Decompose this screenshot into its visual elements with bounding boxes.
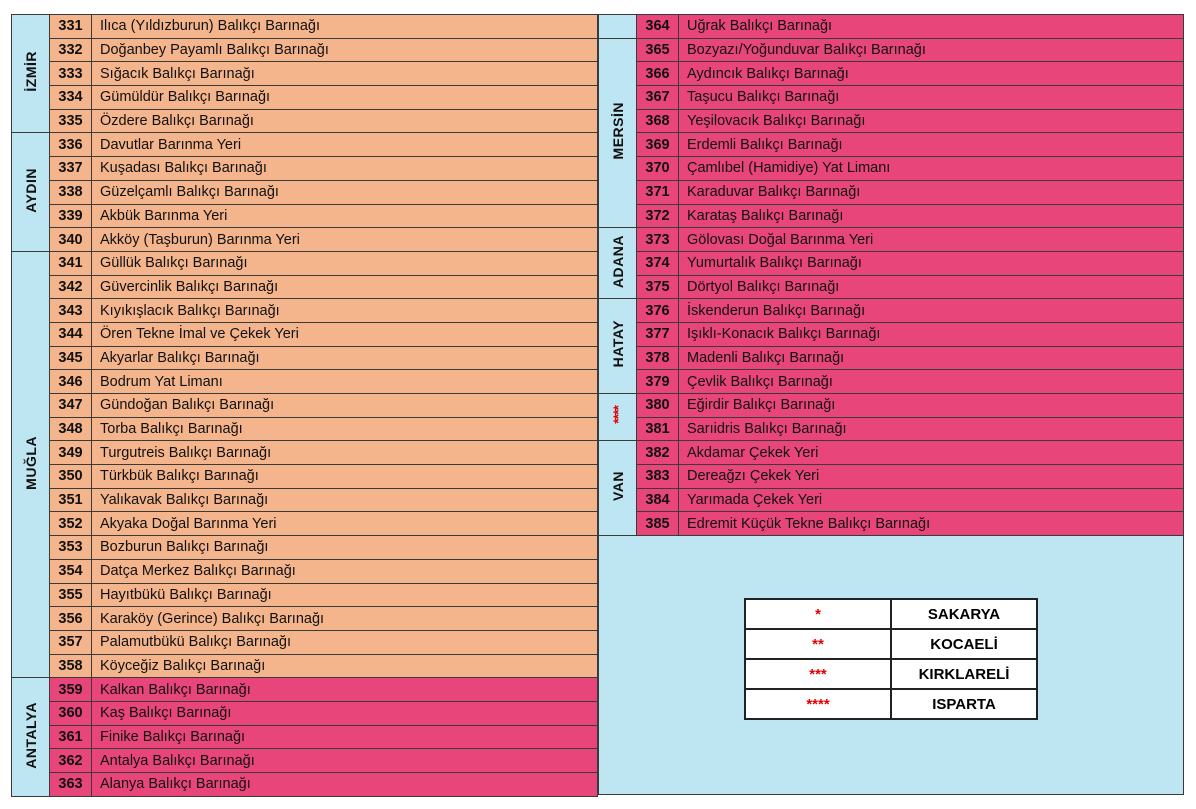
province-group-cell xyxy=(12,251,50,677)
row-number: 374 xyxy=(637,251,679,275)
table-row xyxy=(12,749,598,773)
province-group-cell xyxy=(599,441,637,536)
table-row xyxy=(12,394,598,418)
row-number: 345 xyxy=(50,346,92,370)
row-number: 385 xyxy=(637,512,679,536)
row-number: 344 xyxy=(50,322,92,346)
province-label: MUĞLA xyxy=(22,435,39,490)
harbor-name: Türkbük Balıkçı Barınağı xyxy=(92,465,598,489)
row-number: 364 xyxy=(637,15,679,39)
row-number: 341 xyxy=(50,251,92,275)
row-number: 350 xyxy=(50,465,92,489)
province-label: **** xyxy=(609,406,626,425)
row-number: 334 xyxy=(50,86,92,110)
row-number: 371 xyxy=(637,180,679,204)
row-number: 359 xyxy=(50,678,92,702)
table-row xyxy=(599,109,1184,133)
table-row xyxy=(599,180,1184,204)
row-number: 331 xyxy=(50,15,92,39)
row-number: 353 xyxy=(50,536,92,560)
legend-row xyxy=(745,689,1037,719)
table-row xyxy=(12,346,598,370)
table-row xyxy=(12,62,598,86)
harbor-name: Turgutreis Balıkçı Barınağı xyxy=(92,441,598,465)
harbor-name: Gümüldür Balıkçı Barınağı xyxy=(92,86,598,110)
harbor-name: Köyceğiz Balıkçı Barınağı xyxy=(92,654,598,678)
row-number: 369 xyxy=(637,133,679,157)
harbor-name: Güzelçamlı Balıkçı Barınağı xyxy=(92,180,598,204)
harbor-name: Yarımada Çekek Yeri xyxy=(679,488,1184,512)
row-number: 348 xyxy=(50,417,92,441)
row-number: 384 xyxy=(637,488,679,512)
legend-province: KOCAELİ xyxy=(891,629,1037,659)
harbor-name: Alanya Balıkçı Barınağı xyxy=(92,773,598,797)
table-row xyxy=(599,275,1184,299)
province-label: MERSİN xyxy=(609,102,626,160)
harbor-name: Eğirdir Balıkçı Barınağı xyxy=(679,394,1184,418)
province-label: AYDIN xyxy=(22,167,39,213)
table-row xyxy=(599,38,1184,62)
row-number: 363 xyxy=(50,773,92,797)
table-row xyxy=(12,180,598,204)
row-number: 340 xyxy=(50,228,92,252)
harbor-name: Finike Balıkçı Barınağı xyxy=(92,725,598,749)
table-row xyxy=(599,488,1184,512)
legend-province: ISPARTA xyxy=(891,689,1037,719)
legend-symbol: * xyxy=(745,599,891,629)
harbor-name: Akdamar Çekek Yeri xyxy=(679,441,1184,465)
row-number: 355 xyxy=(50,583,92,607)
table-row xyxy=(599,15,1184,39)
harbor-name: Bozyazı/Yoğunduvar Balıkçı Barınağı xyxy=(679,38,1184,62)
table-row xyxy=(12,15,598,39)
row-number: 339 xyxy=(50,204,92,228)
table-row xyxy=(12,228,598,252)
table-row xyxy=(12,630,598,654)
row-number: 380 xyxy=(637,394,679,418)
harbor-name: Gündoğan Balıkçı Barınağı xyxy=(92,394,598,418)
table-row xyxy=(599,251,1184,275)
harbor-name: Bodrum Yat Limanı xyxy=(92,370,598,394)
province-label: İZMİR xyxy=(22,51,39,93)
harbor-name: Güvercinlik Balıkçı Barınağı xyxy=(92,275,598,299)
table-row xyxy=(12,559,598,583)
row-number: 370 xyxy=(637,157,679,181)
row-number: 346 xyxy=(50,370,92,394)
row-number: 360 xyxy=(50,701,92,725)
table-row xyxy=(12,370,598,394)
harbor-name: Antalya Balıkçı Barınağı xyxy=(92,749,598,773)
legend-symbol: **** xyxy=(745,689,891,719)
harbor-name: Kalkan Balıkçı Barınağı xyxy=(92,678,598,702)
legend-province: SAKARYA xyxy=(891,599,1037,629)
harbor-name: Çamlıbel (Hamidiye) Yat Limanı xyxy=(679,157,1184,181)
harbor-name: Özdere Balıkçı Barınağı xyxy=(92,109,598,133)
harbor-name: Doğanbey Payamlı Balıkçı Barınağı xyxy=(92,38,598,62)
harbor-name: Akbük Barınma Yeri xyxy=(92,204,598,228)
province-label: ANTALYA xyxy=(22,701,39,769)
harbor-name: Ören Tekne İmal ve Çekek Yeri xyxy=(92,322,598,346)
harbor-name: Dereağzı Çekek Yeri xyxy=(679,465,1184,489)
table-row xyxy=(12,417,598,441)
row-number: 333 xyxy=(50,62,92,86)
harbor-name: Kaş Balıkçı Barınağı xyxy=(92,701,598,725)
harbor-name: Uğrak Balıkçı Barınağı xyxy=(679,15,1184,39)
harbor-name: Sarıidris Balıkçı Barınağı xyxy=(679,417,1184,441)
table-row xyxy=(12,109,598,133)
harbor-table-right xyxy=(598,14,1184,536)
legend-symbol: ** xyxy=(745,629,891,659)
row-number: 357 xyxy=(50,630,92,654)
row-number: 372 xyxy=(637,204,679,228)
row-number: 343 xyxy=(50,299,92,323)
harbor-name: Akyarlar Balıkçı Barınağı xyxy=(92,346,598,370)
row-number: 376 xyxy=(637,299,679,323)
row-number: 336 xyxy=(50,133,92,157)
table-row xyxy=(12,441,598,465)
row-number: 366 xyxy=(637,62,679,86)
table-row xyxy=(599,322,1184,346)
row-number: 381 xyxy=(637,417,679,441)
row-number: 354 xyxy=(50,559,92,583)
table-row xyxy=(12,322,598,346)
table-row xyxy=(12,512,598,536)
harbor-name: Kıyıkışlacık Balıkçı Barınağı xyxy=(92,299,598,323)
table-row xyxy=(12,299,598,323)
row-number: 378 xyxy=(637,346,679,370)
harbor-name: Bozburun Balıkçı Barınağı xyxy=(92,536,598,560)
harbor-name: Torba Balıkçı Barınağı xyxy=(92,417,598,441)
harbor-name: Yumurtalık Balıkçı Barınağı xyxy=(679,251,1184,275)
harbor-name: Davutlar Barınma Yeri xyxy=(92,133,598,157)
harbor-name: Dörtyol Balıkçı Barınağı xyxy=(679,275,1184,299)
table-row xyxy=(599,62,1184,86)
table-row xyxy=(12,488,598,512)
row-number: 379 xyxy=(637,370,679,394)
row-number: 332 xyxy=(50,38,92,62)
harbor-name: Erdemli Balıkçı Barınağı xyxy=(679,133,1184,157)
table-row xyxy=(599,204,1184,228)
table-row xyxy=(599,86,1184,110)
province-label: ADANA xyxy=(609,234,626,288)
province-label: VAN xyxy=(609,471,626,502)
table-row xyxy=(599,346,1184,370)
row-number: 383 xyxy=(637,465,679,489)
harbor-name: Akyaka Doğal Barınma Yeri xyxy=(92,512,598,536)
harbor-table-left xyxy=(11,14,598,797)
row-number: 361 xyxy=(50,725,92,749)
province-label: HATAY xyxy=(609,320,626,368)
row-number: 377 xyxy=(637,322,679,346)
row-number: 365 xyxy=(637,38,679,62)
province-group-cell xyxy=(12,15,50,133)
table-row xyxy=(12,583,598,607)
row-number: 342 xyxy=(50,275,92,299)
harbor-name: Karaköy (Gerince) Balıkçı Barınağı xyxy=(92,607,598,631)
harbor-name: Akköy (Taşburun) Barınma Yeri xyxy=(92,228,598,252)
legend-province: KIRKLARELİ xyxy=(891,659,1037,689)
row-number: 347 xyxy=(50,394,92,418)
table-row xyxy=(12,725,598,749)
table-row xyxy=(599,370,1184,394)
table-row xyxy=(599,441,1184,465)
province-group-cell xyxy=(599,38,637,228)
harbor-name: Karataş Balıkçı Barınağı xyxy=(679,204,1184,228)
harbor-name: Güllük Balıkçı Barınağı xyxy=(92,251,598,275)
table-row xyxy=(12,465,598,489)
harbor-name: Kuşadası Balıkçı Barınağı xyxy=(92,157,598,181)
table-row xyxy=(599,465,1184,489)
row-number: 358 xyxy=(50,654,92,678)
province-group-cell xyxy=(599,299,637,394)
province-group-cell xyxy=(12,133,50,251)
harbor-name: Karaduvar Balıkçı Barınağı xyxy=(679,180,1184,204)
table-row xyxy=(12,204,598,228)
harbor-name: Taşucu Balıkçı Barınağı xyxy=(679,86,1184,110)
table-row xyxy=(12,275,598,299)
table-row xyxy=(12,607,598,631)
row-number: 337 xyxy=(50,157,92,181)
row-number: 335 xyxy=(50,109,92,133)
legend-symbol: *** xyxy=(745,659,891,689)
province-group-cell xyxy=(599,394,637,441)
table-row xyxy=(12,38,598,62)
table-row xyxy=(599,394,1184,418)
harbor-name: Yeşilovacık Balıkçı Barınağı xyxy=(679,109,1184,133)
table-row xyxy=(599,512,1184,536)
row-number: 373 xyxy=(637,228,679,252)
table-row xyxy=(12,251,598,275)
row-number: 362 xyxy=(50,749,92,773)
harbor-name: Palamutbükü Balıkçı Barınağı xyxy=(92,630,598,654)
table-row xyxy=(599,157,1184,181)
row-number: 349 xyxy=(50,441,92,465)
province-group-cell xyxy=(599,228,637,299)
table-row xyxy=(599,228,1184,252)
harbor-name: İskenderun Balıkçı Barınağı xyxy=(679,299,1184,323)
row-number: 382 xyxy=(637,441,679,465)
harbor-name: Gölovası Doğal Barınma Yeri xyxy=(679,228,1184,252)
row-number: 368 xyxy=(637,109,679,133)
table-row xyxy=(12,654,598,678)
harbor-name: Aydıncık Balıkçı Barınağı xyxy=(679,62,1184,86)
harbor-name: Çevlik Balıkçı Barınağı xyxy=(679,370,1184,394)
legend-row xyxy=(745,629,1037,659)
table-row xyxy=(12,678,598,702)
row-number: 352 xyxy=(50,512,92,536)
table-row xyxy=(599,417,1184,441)
province-group-cell xyxy=(599,15,637,39)
harbor-name: Datça Merkez Balıkçı Barınağı xyxy=(92,559,598,583)
harbor-name: Yalıkavak Balıkçı Barınağı xyxy=(92,488,598,512)
table-row xyxy=(599,133,1184,157)
harbor-name: Hayıtbükü Balıkçı Barınağı xyxy=(92,583,598,607)
legend-row xyxy=(745,599,1037,629)
harbor-name: Sığacık Balıkçı Barınağı xyxy=(92,62,598,86)
harbor-name: Madenli Balıkçı Barınağı xyxy=(679,346,1184,370)
table-row xyxy=(12,701,598,725)
table-row xyxy=(12,536,598,560)
harbor-name: Ilıca (Yıldızburun) Balıkçı Barınağı xyxy=(92,15,598,39)
table-row xyxy=(12,773,598,797)
table-row xyxy=(12,157,598,181)
row-number: 351 xyxy=(50,488,92,512)
harbor-name: Işıklı-Konacık Balıkçı Barınağı xyxy=(679,322,1184,346)
row-number: 367 xyxy=(637,86,679,110)
table-row xyxy=(12,133,598,157)
row-number: 375 xyxy=(637,275,679,299)
province-group-cell xyxy=(12,678,50,796)
province-legend xyxy=(744,598,1038,720)
table-row xyxy=(599,299,1184,323)
table-row xyxy=(12,86,598,110)
row-number: 338 xyxy=(50,180,92,204)
legend-row xyxy=(745,659,1037,689)
harbor-name: Edremit Küçük Tekne Balıkçı Barınağı xyxy=(679,512,1184,536)
row-number: 356 xyxy=(50,607,92,631)
